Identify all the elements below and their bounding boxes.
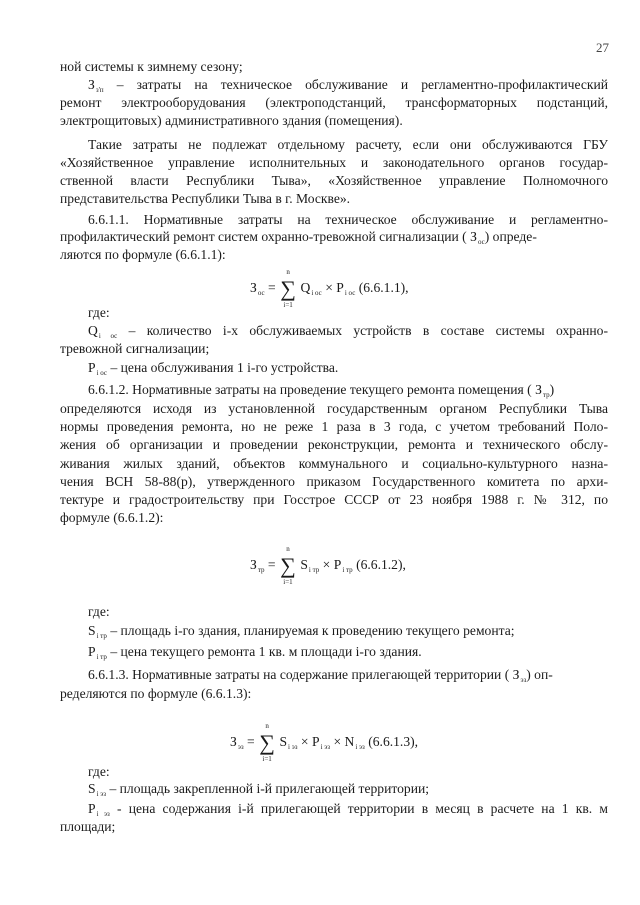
symbol-subscript: i ос — [98, 332, 118, 340]
text-line: площади; — [60, 819, 116, 834]
formula-lhs-subscript: эз — [237, 743, 244, 752]
text-line — [88, 624, 515, 638]
sigma-icon: ∑ — [280, 276, 296, 301]
formula-term-subscript: i тр — [308, 566, 320, 575]
formula-lhs-subscript: тр — [257, 566, 265, 575]
symbol-p: P — [88, 644, 96, 659]
text-fragment: – площадь закрепленной i-й прилегающей территории; — [109, 781, 430, 796]
text-line: определяются исходя из установленной государственным органом Республики Тыва — [60, 401, 608, 416]
text-line: формуле (6.6.1.2): — [60, 510, 164, 525]
text-line: «Хозяйственное управление исполнительных и законодательного органов государ- — [60, 155, 608, 170]
text-line — [88, 78, 608, 92]
text-line — [88, 782, 429, 796]
text-line: ремонт электрооборудования (электроподстанций, трансформаторных подстанций, — [60, 95, 608, 110]
symbol-subscript: з'п — [95, 86, 104, 94]
formula-term: Q — [300, 280, 311, 296]
text-line: ределяются по формуле (6.6.1.3): — [60, 686, 252, 701]
formula-label: (6.6.1.3), — [368, 734, 419, 750]
symbol-p: P — [88, 801, 96, 816]
symbol-s: S — [88, 623, 96, 638]
sum-upper-limit: n — [286, 268, 290, 276]
text-line: тревожной сигнализации; — [60, 341, 210, 356]
formula-term: P — [336, 280, 344, 296]
text-fragment: ) опреде- — [484, 229, 537, 244]
text-line: 6.6.1.1. Нормативные затраты на техническое обслуживание и регламентно- — [88, 212, 608, 227]
symbol-subscript: тр — [542, 391, 550, 399]
text-fragment: - цена содержания i-й прилегающей территории в месяц в расчете на 1 кв. м — [117, 801, 608, 816]
formula-term-subscript: i эз — [288, 743, 298, 752]
text-line — [60, 230, 608, 244]
text-line: чения ВСН 58-88(р), утвержденного приказом Государственного комитета по архи- — [60, 474, 608, 489]
sum-lower-limit: i=1 — [283, 301, 293, 309]
text-line: тектуре и градостроительству при Госстрое СССР от 23 ноября 1988 г. № 312, по — [60, 492, 608, 507]
formula-term-subscript: i ос — [311, 289, 322, 298]
symbol-s: S — [88, 781, 96, 796]
symbol-z: З — [535, 382, 542, 397]
symbol-subscript: i ос — [96, 369, 108, 377]
sigma-sum — [279, 268, 297, 309]
text-fragment: – цена текущего ремонта 1 кв. м площади i-го здания. — [110, 644, 422, 659]
text-line — [88, 383, 608, 397]
text-fragment: 6.6.1.2. Нормативные затраты на проведение текущего ремонта помещения ( — [88, 382, 532, 397]
multiply-sign: × — [325, 280, 333, 296]
text-line: где: — [88, 604, 110, 619]
text-line: живания жилых зданий, объектов коммунального и социально-культурного назна- — [60, 456, 608, 471]
formula-lhs: З — [250, 557, 257, 573]
sum-lower-limit: i=1 — [283, 578, 293, 586]
text-line — [88, 802, 608, 816]
formula-lhs: З — [230, 734, 237, 750]
text-fragment: ) — [549, 382, 555, 397]
formula-6-6-1-2 — [250, 545, 406, 586]
formula-term: N — [344, 734, 355, 750]
formula-term: P — [312, 734, 320, 750]
formula-lhs-subscript: ос — [257, 289, 265, 298]
text-line: представительства Республики Тыва в г. Москве». — [60, 191, 351, 206]
sum-lower-limit: i=1 — [262, 755, 272, 763]
sigma-icon: ∑ — [280, 553, 296, 578]
formula-term-subscript: i ос — [344, 289, 356, 298]
text-line: нормы проведения ремонта, но не реже 1 раза в 3 года, с учетом требований Поло- — [60, 419, 608, 434]
text-line: ственной власти Республики Тыва», «Хозяйственное управление Полномочного — [60, 173, 608, 188]
symbol-subscript: i тр — [96, 653, 107, 661]
text-fragment: – количество i-х обслуживаемых устройств в составе системы охранно- — [128, 323, 608, 338]
symbol-p: P — [88, 360, 96, 375]
formula-term-subscript: i эз — [355, 743, 365, 752]
sum-upper-limit: n — [265, 722, 269, 730]
sigma-sum — [279, 545, 297, 586]
symbol-subscript: эз — [520, 676, 527, 684]
sigma-icon: ∑ — [259, 730, 275, 755]
symbol-z: З — [470, 229, 477, 244]
text-line — [88, 324, 608, 338]
formula-6-6-1-1 — [250, 268, 409, 309]
text-fragment: – площадь i-го здания, планируемая к проведению текущего ремонта; — [110, 623, 515, 638]
multiply-sign: × — [300, 734, 309, 750]
text-line — [88, 645, 422, 659]
symbol-subscript: i эз — [96, 810, 110, 818]
text-fragment: ) оп- — [526, 667, 553, 682]
multiply-sign: × — [333, 734, 342, 750]
formula-label: (6.6.1.2), — [356, 557, 406, 573]
symbol-z: З — [88, 77, 95, 92]
formula-label: (6.6.1.1), — [358, 280, 409, 296]
text-line — [88, 361, 338, 375]
text-line — [88, 668, 608, 682]
equals-sign: = — [268, 280, 276, 296]
text-line: ляются по формуле (6.6.1.1): — [60, 247, 226, 262]
symbol-subscript: i тр — [96, 632, 107, 640]
text-line: Такие затраты не подлежат отдельному расчету, если они обслуживаются ГБУ — [88, 137, 608, 152]
symbol-subscript: i эз — [96, 790, 107, 798]
formula-term: P — [333, 557, 342, 573]
formula-6-6-1-3 — [230, 722, 419, 763]
text-fragment: – затраты на техническое обслуживание и регламентно-профилактический — [116, 77, 609, 92]
text-line: где: — [88, 305, 110, 320]
formula-lhs: З — [250, 280, 257, 296]
symbol-subscript: ос — [477, 238, 485, 246]
text-fragment: профилактический ремонт систем охранно-тревожной сигнализации ( — [60, 229, 467, 244]
formula-term: S — [279, 734, 288, 750]
page-number: 27 — [596, 40, 609, 55]
sigma-sum — [258, 722, 276, 763]
text-fragment: 6.6.1.3. Нормативные затраты на содержание прилегающей территории ( — [88, 667, 510, 682]
formula-term-subscript: i тр — [342, 566, 353, 575]
sum-upper-limit: n — [286, 545, 290, 553]
multiply-sign: × — [322, 557, 331, 573]
symbol-q: Q — [88, 323, 98, 338]
text-line: где: — [88, 764, 110, 779]
equals-sign: = — [247, 734, 255, 750]
symbol-z: З — [512, 667, 520, 682]
formula-term: S — [300, 557, 308, 573]
text-line: электрощитовых) административного здания (помещения). — [60, 113, 403, 128]
text-fragment: – цена обслуживания 1 i-го устройства. — [110, 360, 339, 375]
formula-term-subscript: i эз — [320, 743, 331, 752]
text-line: ной системы к зимнему сезону; — [60, 59, 243, 74]
equals-sign: = — [267, 557, 276, 573]
text-line: жения об организации и проведении реконструкции, ремонта и технического обслу- — [60, 437, 608, 452]
